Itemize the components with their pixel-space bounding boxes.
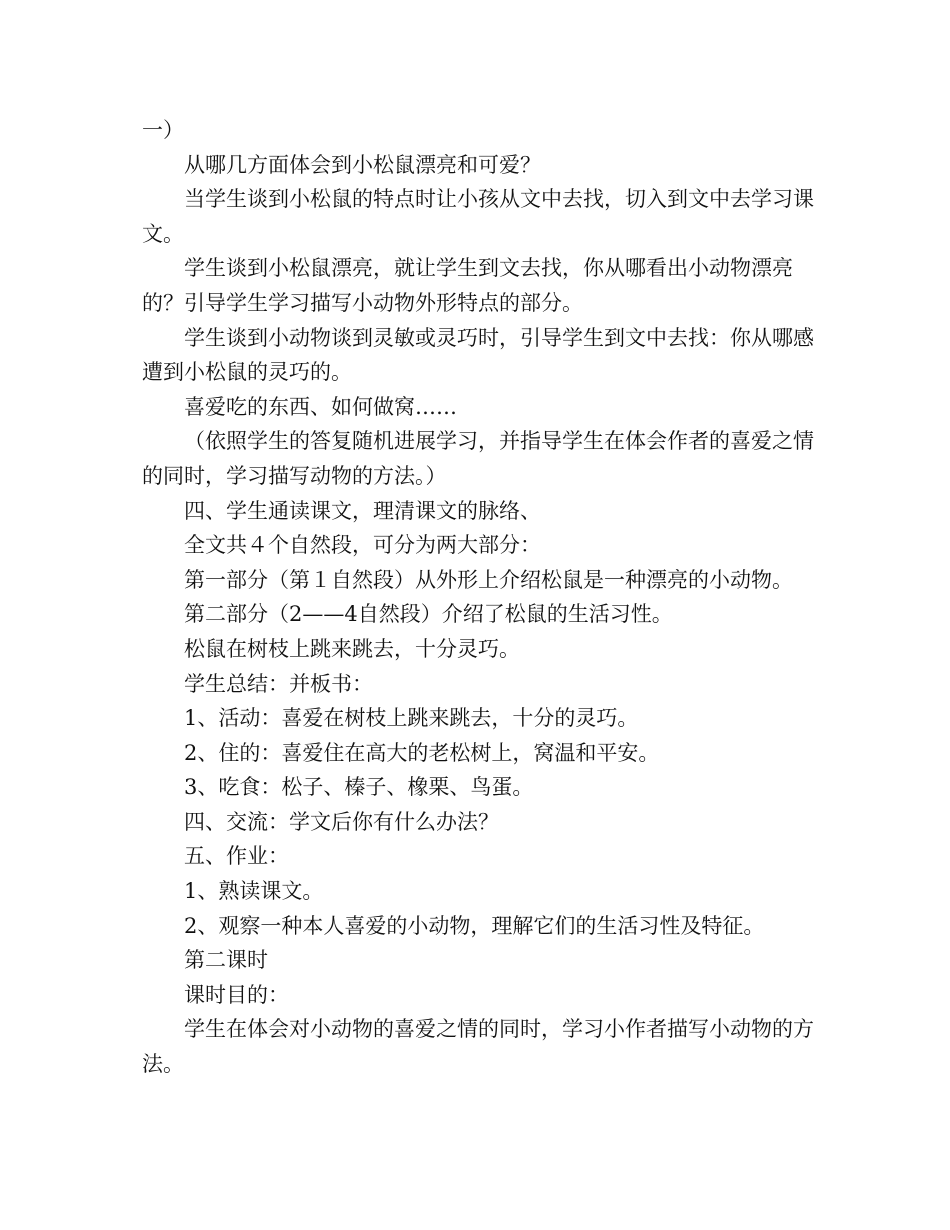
paragraph: 学生谈到小动物谈到灵敏或灵巧时，引导学生到文中去找：你从哪感遭到小松鼠的灵巧的。	[142, 325, 814, 385]
paragraph: 松鼠在树枝上跳来跳去，十分灵巧。	[184, 636, 520, 661]
section-heading: 第二课时	[184, 948, 268, 973]
paragraph: 全文共４个自然段，可分为两大部分：	[184, 533, 541, 558]
paragraph: 从哪几方面体会到小松鼠漂亮和可爱？	[184, 152, 541, 177]
section-heading: 课时目的：	[184, 982, 289, 1007]
paragraph: 学生总结：并板书：	[184, 671, 373, 696]
paragraph: 学生谈到小松鼠漂亮，就让学生到文去找，你从哪看出小动物漂亮的？引导学生学习描写小动物外形特点的部分。	[142, 256, 793, 315]
list-item: 1、熟读课文。	[184, 879, 324, 904]
list-item: 2、观察一种本人喜爱的小动物，理解它们的生活习性及特征。	[184, 913, 765, 938]
document-body	[142, 113, 814, 1082]
paragraph: 当学生谈到小松鼠的特点时让小孩从文中去找，切入到文中去学习课文。	[142, 187, 814, 246]
paragraph: （依照学生的答复随机进展学习，并指导学生在体会作者的喜爱之情的同时，学习描写动物的方法。）	[142, 429, 814, 488]
paragraph: 喜爱吃的东西、如何做窝……	[184, 394, 457, 419]
paragraph: 学生在体会对小动物的喜爱之情的同时，学习小作者描写小动物的方法。	[142, 1017, 814, 1077]
section-heading: 四、交流：学文后你有什么办法？	[184, 809, 499, 834]
paragraph: 第一部分（第１自然段）从外形上介绍松鼠是一种漂亮的小动物。	[184, 567, 793, 592]
section-fragment: 一）	[142, 118, 184, 142]
list-item: 1、活动：喜爱在树枝上跳来跳去，十分的灵巧。	[184, 706, 639, 731]
paragraph: 第二部分（2——4自然段）介绍了松鼠的生活习性。	[184, 602, 673, 627]
section-heading: 四、学生通读课文，理清课文的脉络、	[184, 498, 541, 523]
list-item: 2、住的：喜爱住在高大的老松树上，窝温和平安。	[184, 740, 660, 765]
list-item: 3、吃食：松子、榛子、橡栗、鸟蛋。	[184, 775, 534, 800]
section-heading: 五、作业：	[184, 844, 289, 869]
